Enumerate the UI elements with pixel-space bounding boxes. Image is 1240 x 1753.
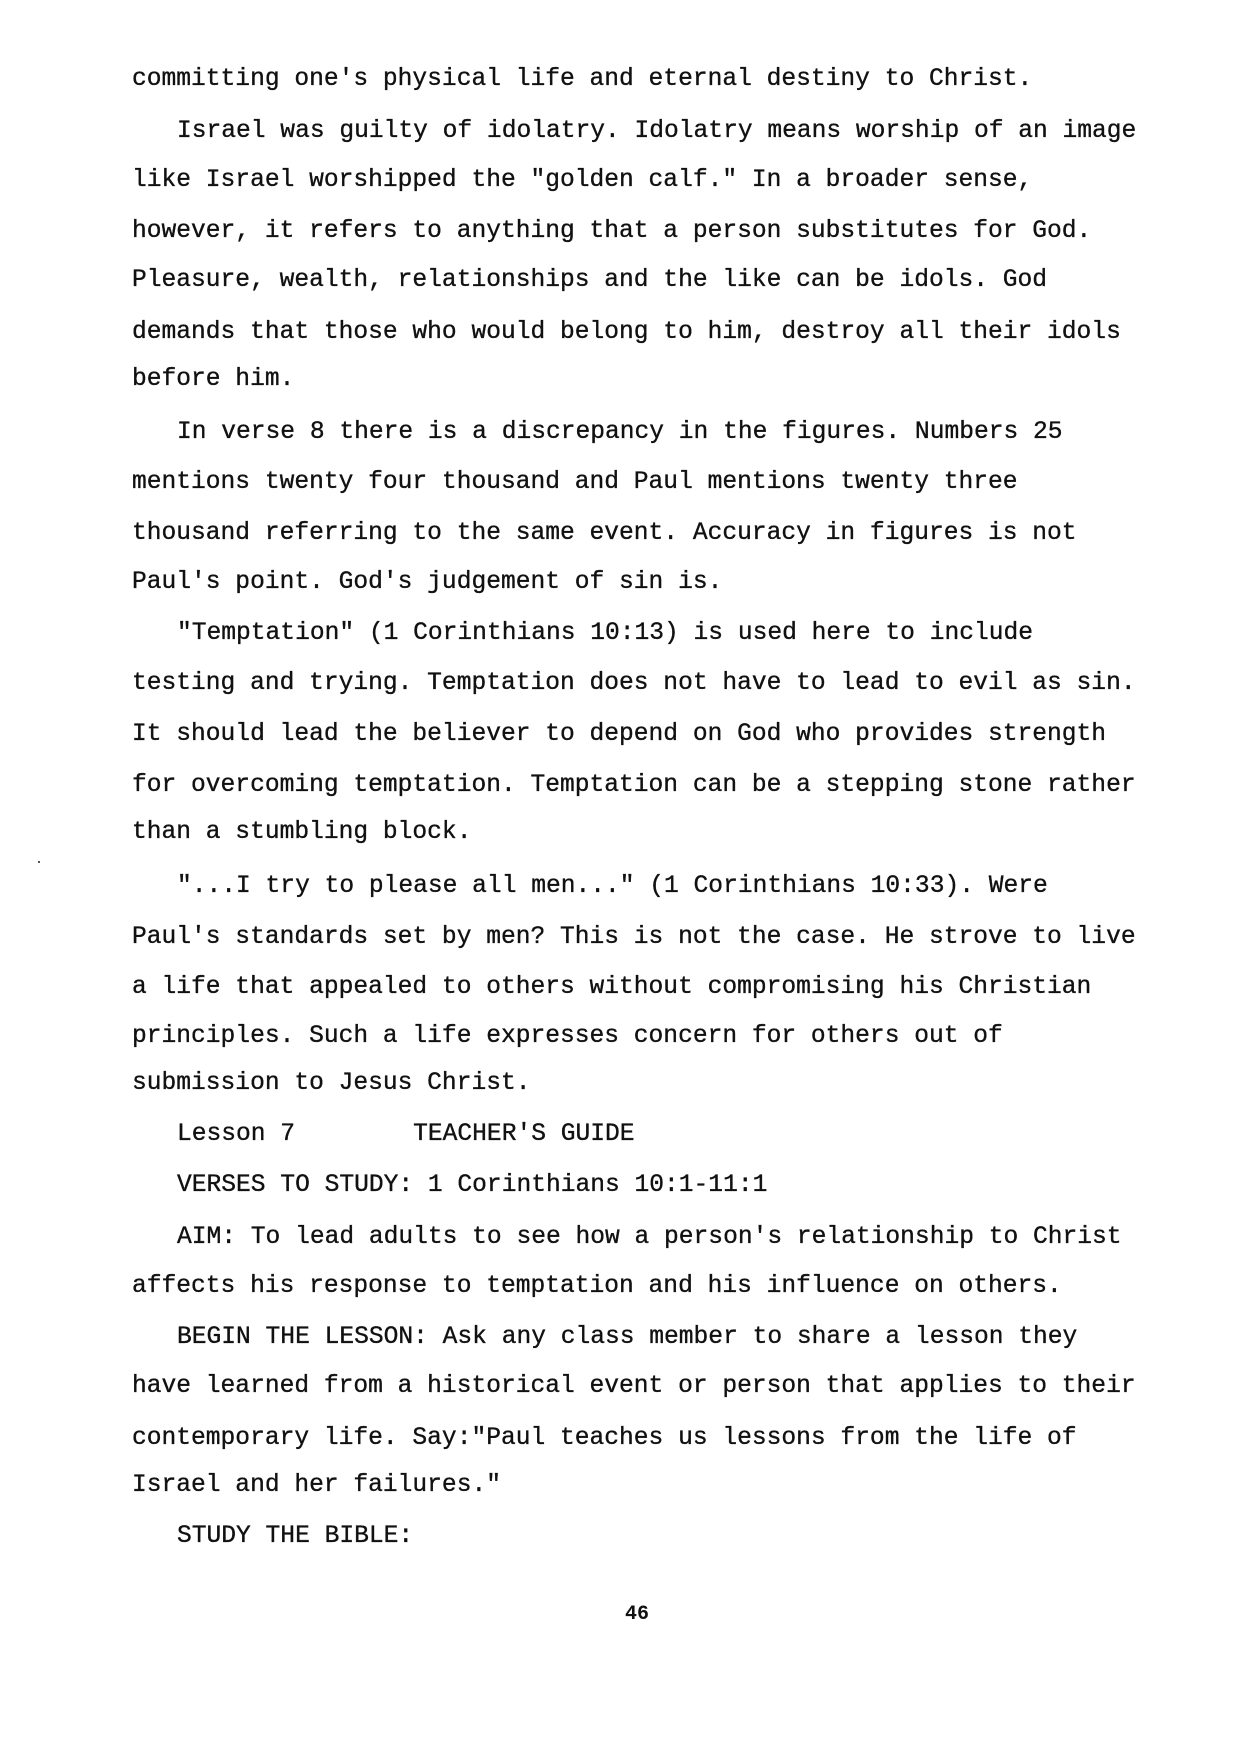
text-line: demands that those who would belong to him, destroy all their idols	[132, 319, 1121, 346]
text-line: Paul's point. God's judgement of sin is.	[132, 569, 723, 596]
text-line: submission to Jesus Christ.	[132, 1070, 531, 1097]
text-line: for overcoming temptation. Temptation can be a stepping stone rather	[132, 772, 1136, 799]
text-line: Israel was guilty of idolatry. Idolatry means worship of an image	[177, 118, 1137, 145]
text-line: Lesson 7 TEACHER'S GUIDE	[177, 1121, 635, 1148]
text-line: "...I try to please all men..." (1 Corinthians 10:33). Were	[177, 873, 1048, 900]
text-line: contemporary life. Say:"Paul teaches us lessons from the life of	[132, 1425, 1077, 1452]
text-line: thousand referring to the same event. Accuracy in figures is not	[132, 520, 1077, 547]
text-line: have learned from a historical event or person that applies to their	[132, 1373, 1136, 1400]
page-number: 46	[624, 1603, 649, 1626]
text-line: It should lead the believer to depend on God who provides strength	[132, 721, 1107, 748]
text-line: AIM: To lead adults to see how a person's relationship to Christ	[177, 1224, 1122, 1251]
text-line: like Israel worshipped the "golden calf." In a broader sense,	[132, 167, 1033, 194]
scan-speck	[38, 861, 40, 863]
text-line: before him.	[132, 366, 295, 393]
text-line: a life that appealed to others without compromising his Christian	[132, 974, 1092, 1001]
text-line: "Temptation" (1 Corinthians 10:13) is used here to include	[177, 620, 1034, 647]
text-line: In verse 8 there is a discrepancy in the figures. Numbers 25	[177, 419, 1063, 446]
text-line: principles. Such a life expresses concern for others out of	[132, 1023, 1003, 1050]
text-line: committing one's physical life and eternal destiny to Christ.	[132, 66, 1033, 93]
text-line: Pleasure, wealth, relationships and the like can be idols. God	[132, 267, 1048, 294]
text-line: affects his response to temptation and his influence on others.	[132, 1273, 1062, 1300]
text-line: than a stumbling block.	[132, 819, 472, 846]
text-line: testing and trying. Temptation does not have to lead to evil as sin.	[132, 670, 1136, 697]
text-line: BEGIN THE LESSON: Ask any class member to share a lesson they	[177, 1324, 1078, 1351]
text-line: Israel and her failures."	[132, 1472, 501, 1499]
text-line: however, it refers to anything that a person substitutes for God.	[132, 218, 1092, 245]
text-line: Paul's standards set by men? This is not the case. He strove to live	[132, 924, 1136, 951]
text-line: VERSES TO STUDY: 1 Corinthians 10:1-11:1	[177, 1172, 768, 1199]
text-line: mentions twenty four thousand and Paul mentions twenty three	[132, 469, 1018, 496]
text-line: STUDY THE BIBLE:	[177, 1523, 414, 1550]
